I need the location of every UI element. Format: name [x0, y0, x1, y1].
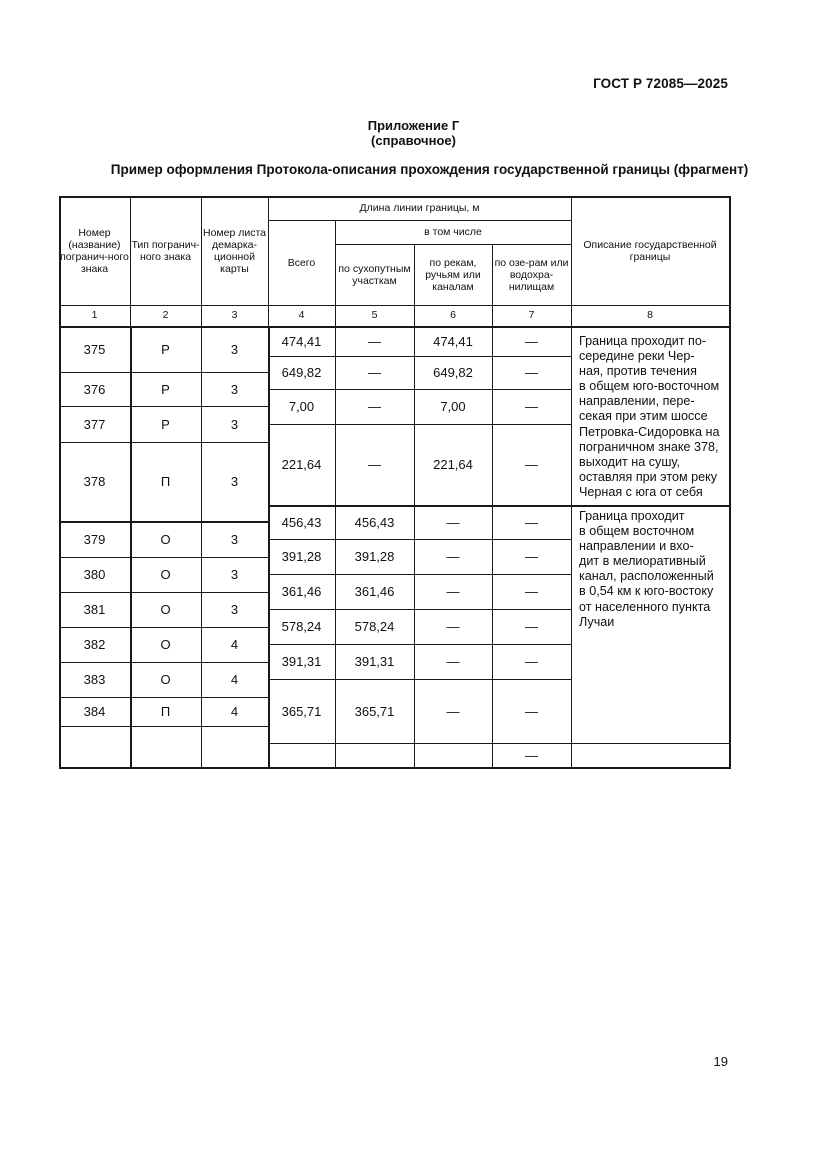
sheet-number-cell: 3 — [230, 567, 239, 582]
length-land-cell: 456,43 — [354, 514, 395, 530]
description-line: в общем восточном — [579, 524, 695, 539]
description-line: направлении, пере- — [579, 394, 695, 409]
length-lakes-cell: — — [525, 619, 538, 634]
length-lakes-cell: — — [525, 333, 538, 349]
header-description: Описание государственной границы — [583, 238, 717, 263]
description-line: выходит на сушу, — [579, 454, 680, 469]
sheet-number-cell: 3 — [230, 531, 239, 547]
length-total-cell: 456,43 — [281, 514, 322, 530]
page-number: 19 — [713, 1054, 728, 1069]
appendix-title: Приложение Г — [367, 118, 460, 133]
header-including: в том числе — [424, 226, 482, 238]
length-lakes-cell: — — [525, 457, 538, 472]
length-land-cell: 361,46 — [354, 584, 395, 599]
description-line: Граница проходит — [579, 509, 685, 523]
column-number: 3 — [231, 309, 238, 321]
header-sheet-number: Номер листа демарка-ционной карты — [202, 226, 266, 275]
table-heading: Пример оформления Протокола-описания прохождения государственной границы (фрагмент) — [110, 162, 749, 177]
length-rivers-cell: — — [446, 584, 460, 599]
description-line: секая при этим шоссе — [579, 409, 708, 424]
sign-number-cell: 378 — [83, 474, 106, 489]
length-rivers-cell: 474,41 — [433, 333, 473, 349]
column-number: 2 — [162, 309, 169, 321]
header-length-group: Длина линии границы, м — [359, 202, 480, 214]
column-number: 6 — [450, 309, 456, 321]
description-line: пограничном знаке 378, — [579, 439, 719, 454]
length-total-cell: 391,28 — [281, 549, 322, 564]
sign-type-cell: О — [160, 637, 171, 652]
length-land-cell: 365,71 — [354, 703, 395, 719]
sheet-number-cell: 4 — [230, 704, 239, 719]
length-lakes-cell: — — [525, 549, 538, 564]
length-lakes-cell: — — [525, 514, 538, 530]
sheet-number-cell: 3 — [230, 602, 239, 617]
sign-type-cell: Р — [161, 416, 170, 432]
sign-number-cell: 379 — [83, 531, 106, 547]
sign-type-cell: П — [160, 704, 171, 719]
length-total-cell: 578,24 — [281, 619, 322, 634]
length-rivers-cell: — — [446, 619, 460, 634]
sheet-number-cell: 3 — [230, 474, 239, 489]
description-line: середине реки Чер- — [579, 349, 695, 364]
length-total-cell: 391,31 — [281, 654, 322, 669]
border-description — [579, 509, 727, 630]
length-rivers-cell: — — [446, 514, 460, 530]
column-number: 4 — [298, 309, 305, 321]
sign-number-cell: 377 — [83, 416, 106, 432]
appendix-subtitle: (справочное) — [371, 133, 456, 148]
sheet-number-cell: 3 — [230, 416, 239, 432]
sign-number-cell: 375 — [83, 341, 106, 357]
length-land-cell — [335, 743, 414, 767]
description-line: в общем юго-восточном — [579, 379, 720, 394]
length-lakes-cell: — — [525, 703, 538, 719]
header-sign-type: Тип погранич-ного знака — [131, 238, 200, 263]
sign-type-cell: Р — [161, 341, 170, 357]
description-line: Черная с юга от себя — [579, 484, 703, 499]
length-total-cell: 361,46 — [281, 584, 322, 599]
length-total-cell: 7,00 — [288, 399, 315, 414]
header-rivers: по рекам, ручьям или каналам — [425, 256, 481, 293]
length-land-cell: 391,28 — [354, 549, 395, 564]
description-line: ная, против течения — [579, 364, 697, 379]
sign-number-cell: 382 — [83, 637, 106, 652]
length-land-cell: — — [368, 457, 381, 472]
table-border-bottom — [59, 767, 730, 769]
length-land-cell: 578,24 — [354, 619, 395, 634]
sheet-number-cell: 4 — [230, 637, 239, 652]
length-lakes-cell: — — [525, 747, 538, 763]
length-land-cell: — — [368, 333, 381, 349]
description-line: направлении и вхо- — [579, 539, 694, 554]
description-line: Петровка-Сидоровка на — [579, 424, 720, 439]
sign-number-cell: 384 — [83, 704, 106, 719]
length-land-cell: — — [368, 365, 381, 380]
sign-type-cell: О — [160, 531, 171, 547]
description-line: дит в мелиоративный — [579, 554, 706, 569]
sign-number-cell: 381 — [83, 602, 106, 617]
header-sign-number: Номер (название) погранич-ного знака — [60, 226, 129, 275]
sign-row-rule — [59, 726, 268, 727]
length-lakes-cell: — — [525, 399, 538, 414]
column-number: 1 — [91, 309, 98, 321]
table-border-right — [729, 196, 731, 769]
length-rivers-cell: 7,00 — [440, 399, 466, 414]
column-number: 7 — [528, 309, 535, 321]
length-rivers-cell: — — [446, 703, 460, 719]
sign-type-cell: О — [160, 672, 171, 687]
border-description — [579, 334, 727, 500]
length-lakes-cell: — — [525, 654, 538, 669]
description-line: от населенного пункта — [579, 599, 711, 614]
header-total: Всего — [287, 256, 316, 269]
header-lakes: по озе-рам или водохра-нилищам — [494, 256, 569, 293]
length-rivers-cell: — — [446, 654, 460, 669]
length-land-cell: — — [368, 399, 381, 414]
sign-type-cell: Р — [161, 381, 170, 397]
description-line: Лучаи — [579, 614, 615, 629]
sheet-number-cell: 3 — [230, 381, 239, 397]
description-line: оставляя при этом реку — [579, 469, 718, 484]
length-total-cell — [268, 743, 335, 767]
length-rivers-cell: 649,82 — [433, 365, 473, 380]
description-row-rule — [571, 743, 729, 744]
length-lakes-cell: — — [525, 584, 538, 599]
sheet-number-cell: 4 — [230, 672, 239, 687]
sign-number-cell: 376 — [83, 381, 106, 397]
length-total-cell: 221,64 — [281, 457, 322, 472]
document-code: ГОСТ Р 72085—2025 — [593, 76, 728, 91]
length-rivers-cell: — — [446, 549, 460, 564]
sign-number-cell: 380 — [83, 567, 106, 582]
sign-type-cell: О — [160, 567, 171, 582]
length-rivers-cell: 221,64 — [433, 457, 473, 472]
length-land-cell: 391,31 — [354, 654, 395, 669]
sign-type-cell: П — [160, 474, 171, 489]
sign-type-cell: О — [160, 602, 171, 617]
length-total-cell: 365,71 — [281, 703, 322, 719]
length-rivers-cell — [414, 743, 492, 767]
column-number: 8 — [647, 309, 653, 321]
body-col-rule — [571, 326, 572, 767]
description-line: канал, расположенный — [579, 569, 714, 584]
column-number: 5 — [371, 309, 378, 321]
length-total-cell: 649,82 — [281, 365, 322, 380]
sheet-number-cell: 3 — [230, 341, 239, 357]
length-lakes-cell: — — [525, 365, 538, 380]
length-total-cell: 474,41 — [281, 333, 322, 349]
header-land: по сухопутным участкам — [338, 262, 411, 287]
description-line: в 0,54 км к юго-востоку — [579, 584, 714, 599]
description-row-rule — [571, 505, 729, 507]
sign-number-cell: 383 — [83, 672, 106, 687]
description-line: Граница проходит по- — [579, 334, 707, 348]
